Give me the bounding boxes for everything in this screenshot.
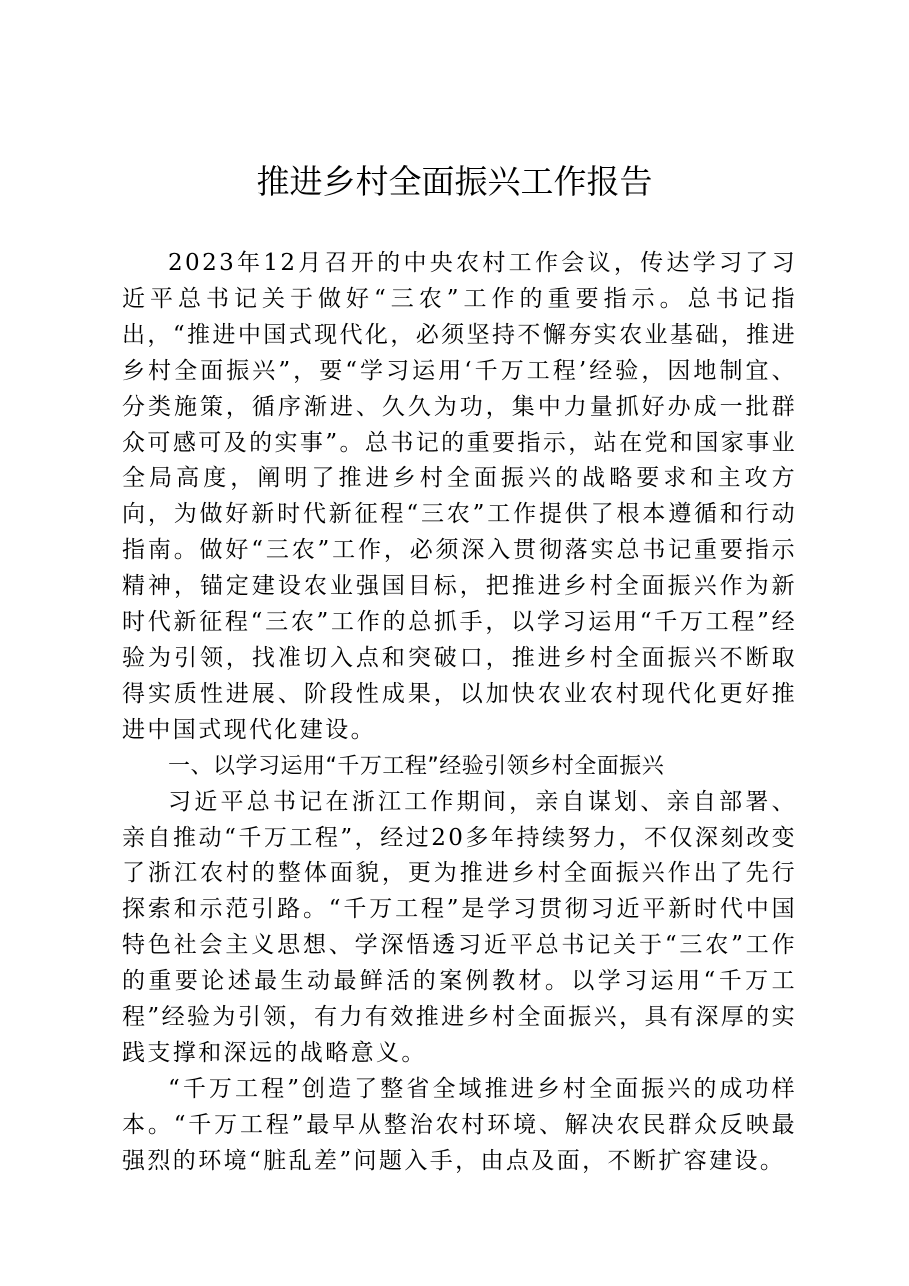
document-title: 推进乡村全面振兴工作报告 — [256, 162, 653, 201]
document-body — [122, 246, 797, 1180]
section-paragraph: 习近平总书记在浙江工作期间，亲自谋划、亲自部署、亲自推动“千万工程”，经过20多年持续努力，不仅深刻改变了浙江农村的整体面貌，更为推进乡村全面振兴作出了先行探索和示范引路。“千万工程”是学习贯彻习近平新时代中国特色社会主义思想、学深悟透习近平总书记关于“三农”工作的重要论述最生动最鲜活的案例教材。以学习运用“千万工程”经验为引领，有力有效推进乡村全面振兴，具有深厚的实践支撑和深远的战略意义。 — [122, 788, 797, 1066]
section-paragraph: “千万工程”创造了整省全域推进乡村全面振兴的成功样本。“千万工程”最早从整治农村环境、解决农民群众反映最强烈的环境“脏乱差”问题入手，由点及面，不断扩容建设。 — [122, 1075, 797, 1174]
section-heading: 一、以学习运用“千万工程”经验引领乡村全面振兴 — [168, 753, 665, 779]
intro-paragraph: 2023年12月召开的中央农村工作会议，传达学习了习近平总书记关于做好“三农”工作的重要指示。总书记指出，“推进中国式现代化，必须坚持不懈夯实农业基础，推进乡村全面振兴”，要“学习运用‘千万工程’经验，因地制宜、分类施策，循序渐进、久久为功，集中力量抓好办成一批群众可感可及的实事”。总书记的重要指示，站在党和国家事业全局高度，阐明了推进乡村全面振兴的战略要求和主攻方向，为做好新时代新征程“三农”工作提供了根本遵循和行动指南。做好“三农”工作，必须深入贯彻落实总书记重要指示精神，锚定建设农业强国目标，把推进乡村全面振兴作为新时代新征程“三农”工作的总抓手，以学习运用“千万工程”经验为引领，找准切入点和突破口，推进乡村全面振兴不断取得实质性进展、阶段性成果，以加快农业农村现代化更好推进中国式现代化建设。 — [122, 250, 797, 743]
